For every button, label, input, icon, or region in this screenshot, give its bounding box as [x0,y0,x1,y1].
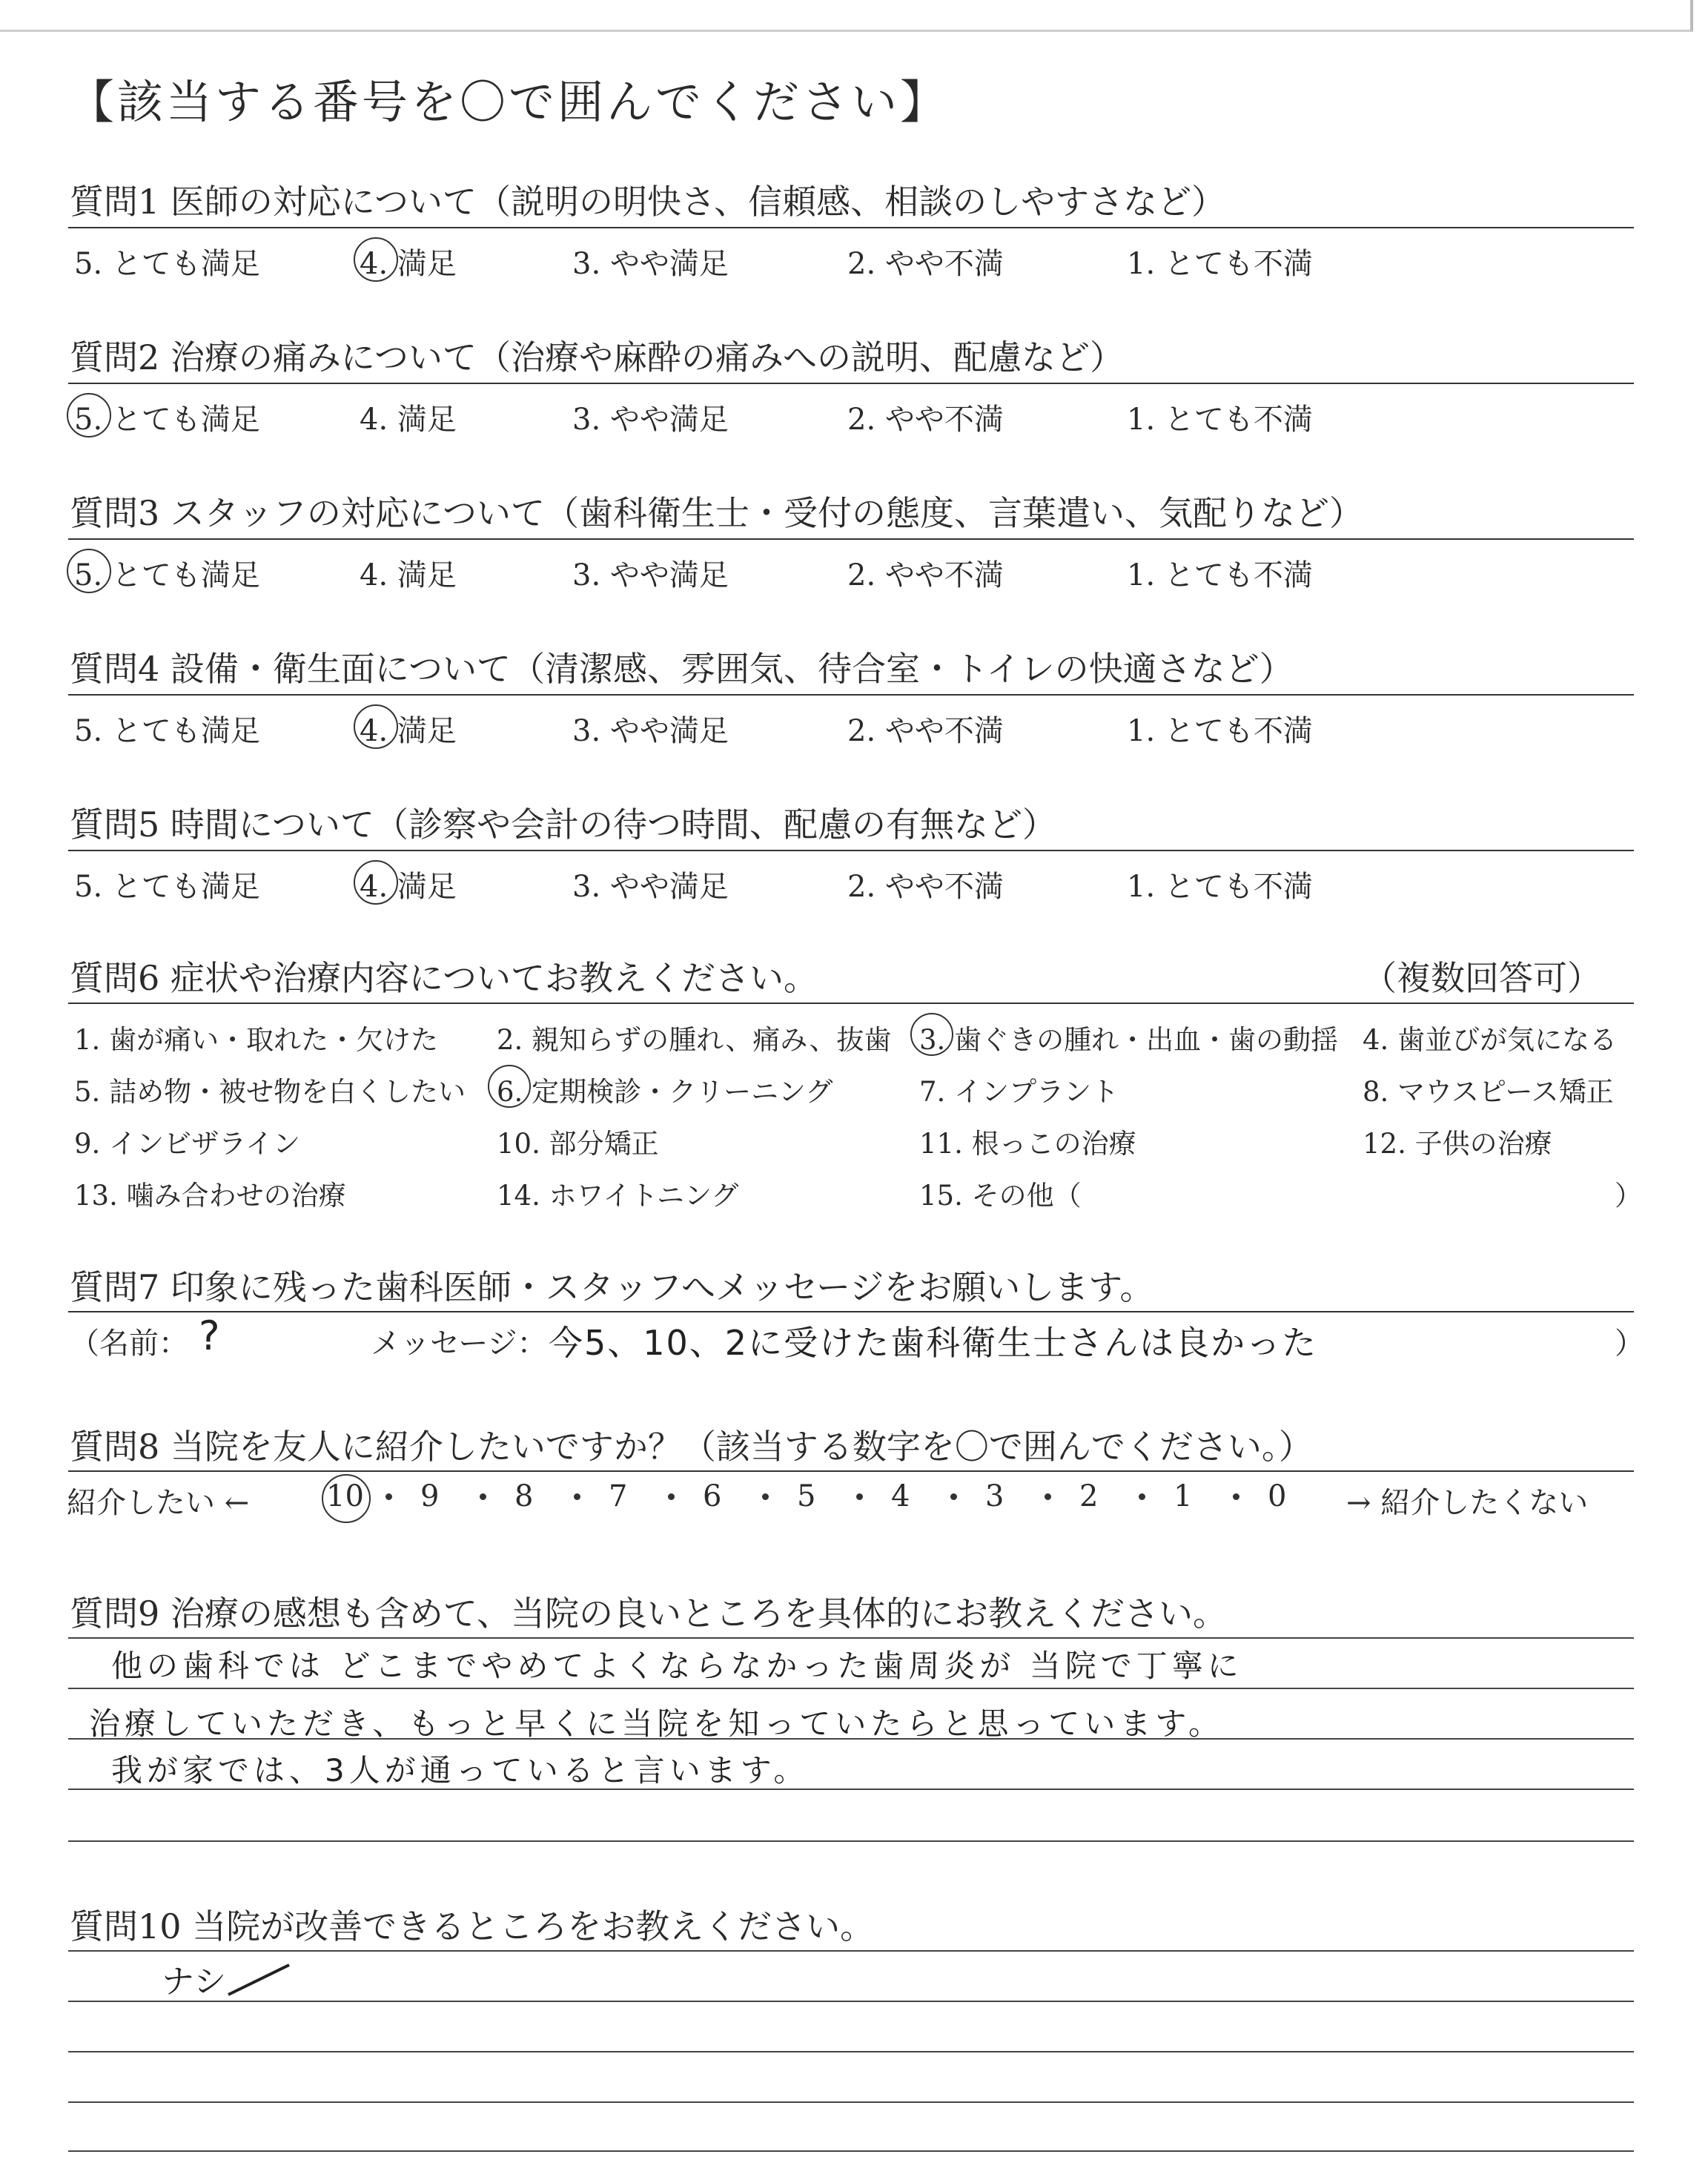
q8-scale-0[interactable]: 0 [1268,1479,1287,1513]
q8-scale-4[interactable]: 4 [891,1479,910,1513]
q8-right-label: → 紹介したくない [1346,1486,1589,1520]
question-2-option-1[interactable]: 1. とても不満 [1127,403,1313,437]
q6-option-15[interactable]: 15. その他（ [919,1180,1082,1212]
q8-scale-2[interactable]: 2 [1079,1479,1099,1513]
q8-rule [68,1470,1634,1472]
question-3-option-3[interactable]: 3. やや満足 [572,558,729,592]
q8-scale-10[interactable]: 10 [326,1479,364,1513]
q8-selection-circle [322,1474,371,1523]
q6-option-12[interactable]: 12. 子供の治療 [1363,1128,1552,1160]
q6-option-8[interactable]: 8. マウスピース矯正 [1363,1076,1614,1108]
question-1-option-2[interactable]: 2. やや不満 [847,247,1004,281]
q8-left-label: 紹介したい ← [67,1486,250,1520]
q6-option-9[interactable]: 9. インビザライン [74,1128,300,1160]
question-5-option-2[interactable]: 2. やや不満 [847,870,1004,904]
q7-close: ） [1615,1327,1644,1361]
question-3-rule [68,538,1634,540]
q8-separator-dot [480,1493,486,1500]
q7-label: 質問7 印象に残った歯科医師・スタッフへメッセージをお願いします。 [70,1267,1154,1307]
q8-scale-5[interactable]: 5 [797,1479,816,1513]
q6-option-7[interactable]: 7. インプラント [919,1076,1119,1108]
q7-message-label: メッセージ： [371,1327,547,1361]
page-edge [0,0,1693,32]
q6-option-2[interactable]: 2. 親知らずの腫れ、痛み、抜歯 [497,1024,892,1056]
q6-selection-circle-6 [488,1065,531,1108]
q8-label: 質問8 当院を友人に紹介したいですか？（該当する数字を〇で囲んでください。） [70,1427,1313,1467]
question-4-rule [68,694,1634,696]
q6-option-1[interactable]: 1. 歯が痛い・取れた・欠けた [74,1024,439,1056]
q6-label: 質問6 症状や治療内容についてお教えください。 [70,958,818,998]
q6-option-5[interactable]: 5. 詰め物・被せ物を白くしたい [74,1076,466,1108]
question-1-option-3[interactable]: 3. やや満足 [572,247,729,281]
q6-option-6[interactable]: 6. 定期検診・クリーニング [497,1076,833,1108]
q8-separator-dot [668,1493,675,1500]
q9-answer-line-3[interactable]: 我が家では、3人が通っていると言います。 [111,1752,810,1789]
q6-option-10[interactable]: 10. 部分矯正 [497,1128,659,1160]
q8-separator-dot [574,1493,580,1500]
q9-line-2 [68,1688,1634,1689]
q6-rule [68,1003,1634,1004]
question-5-option-5[interactable]: 5. とても満足 [74,870,260,904]
question-2-option-4[interactable]: 4. 満足 [360,403,457,437]
question-1-selection-circle [354,237,398,282]
question-4-option-2[interactable]: 2. やや不満 [847,714,1004,748]
q10-line-5 [68,2150,1634,2152]
question-5-option-4[interactable]: 4. 満足 [360,870,457,904]
question-4-option-3[interactable]: 3. やや満足 [572,714,729,748]
q7-name-label: （名前： [70,1327,188,1361]
q10-line-2 [68,2001,1634,2002]
q9-answer-line-2[interactable]: 治療していただき、もっと早くに当院を知っていたらと思っています。 [89,1705,1224,1742]
question-3-option-5[interactable]: 5. とても満足 [74,558,260,592]
question-2-option-3[interactable]: 3. やや満足 [572,403,729,437]
q8-scale-8[interactable]: 8 [514,1479,534,1513]
q7-name-value[interactable]: ? [199,1312,220,1359]
question-2-selection-circle [67,393,111,437]
question-4-option-4[interactable]: 4. 満足 [360,714,457,748]
q8-separator-dot [1139,1493,1145,1500]
q8-separator-dot [856,1493,863,1500]
question-5-option-3[interactable]: 3. やや満足 [572,870,729,904]
question-4-option-5[interactable]: 5. とても満足 [74,714,260,748]
question-3-label: 質問3 スタッフの対応について（歯科衛生士・受付の態度、言葉遣い、気配りなど） [70,493,1363,533]
q10-line-1 [68,1950,1634,1952]
question-3-option-2[interactable]: 2. やや不満 [847,558,1004,592]
q9-answer-line-1[interactable]: 他の歯科では どこまでやめてよくならなかった歯周炎が 当院で丁寧に [111,1648,1243,1684]
q6-option-3[interactable]: 3. 歯ぐきの腫れ・出血・歯の動揺 [919,1024,1339,1056]
q6-option-13[interactable]: 13. 噛み合わせの治療 [74,1180,346,1212]
q10-answer[interactable]: ナシ [162,1963,227,2001]
question-2-option-5[interactable]: 5. とても満足 [74,403,260,437]
question-1-option-5[interactable]: 5. とても満足 [74,247,260,281]
q9-label: 質問9 治療の感想も含めて、当院の良いところを具体的にお教えください。 [70,1593,1227,1634]
question-2-option-2[interactable]: 2. やや不満 [847,403,1004,437]
q8-separator-dot [1045,1493,1051,1500]
q10-label: 質問10 当院が改善できるところをお教えください。 [70,1906,875,1946]
question-1-label: 質問1 医師の対応について（説明の明快さ、信頼感、相談のしやすさなど） [70,182,1226,222]
q8-scale-6[interactable]: 6 [703,1479,722,1513]
q8-separator-dot [385,1493,392,1500]
q10-line-4 [68,2101,1634,2103]
question-5-option-1[interactable]: 1. とても不満 [1127,870,1313,904]
q8-separator-dot [762,1493,769,1500]
question-4-selection-circle [354,704,398,749]
question-5-selection-circle [354,860,398,905]
q9-line-1 [68,1637,1634,1639]
q8-scale-3[interactable]: 3 [985,1479,1004,1513]
q7-message-value[interactable]: 今5、10、2に受けた歯科衛生士さんは良かった [549,1323,1318,1363]
q8-scale-1[interactable]: 1 [1174,1479,1193,1513]
question-3-selection-circle [67,549,111,593]
q8-separator-dot [1233,1493,1239,1500]
q8-scale-7[interactable]: 7 [609,1479,628,1513]
question-4-option-1[interactable]: 1. とても不満 [1127,714,1313,748]
question-1-rule [68,227,1634,228]
question-3-option-4[interactable]: 4. 満足 [360,558,457,592]
q6-option-11[interactable]: 11. 根っこの治療 [919,1128,1136,1160]
q10-line-3 [68,2051,1634,2052]
q9-line-5 [68,1840,1634,1842]
q8-separator-dot [950,1493,957,1500]
question-2-label: 質問2 治療の痛みについて（治療や麻酔の痛みへの説明、配慮など） [70,337,1125,377]
q6-option-14[interactable]: 14. ホワイトニング [497,1180,739,1212]
question-5-rule [68,850,1634,851]
question-1-option-1[interactable]: 1. とても不満 [1127,247,1313,281]
question-3-option-1[interactable]: 1. とても不満 [1127,558,1313,592]
q8-scale-9[interactable]: 9 [420,1479,440,1513]
question-2-rule [68,383,1634,384]
q6-other-close: ） [1615,1180,1642,1212]
q7-rule [68,1311,1634,1312]
q6-note: （複数回答可） [1363,958,1601,998]
question-5-label: 質問5 時間について（診察や会計の待つ時間、配慮の有無など） [70,805,1056,845]
question-4-label: 質問4 設備・衛生面について（清潔感、雰囲気、待合室・トイレの快適さなど） [70,649,1294,689]
q6-option-4[interactable]: 4. 歯並びが気になる [1363,1024,1618,1056]
q6-selection-circle-3 [910,1013,953,1056]
q10-slash-mark [222,1958,297,2002]
question-1-option-4[interactable]: 4. 満足 [360,247,457,281]
page-title: 【該当する番号を〇で囲んでください】 [68,75,950,129]
